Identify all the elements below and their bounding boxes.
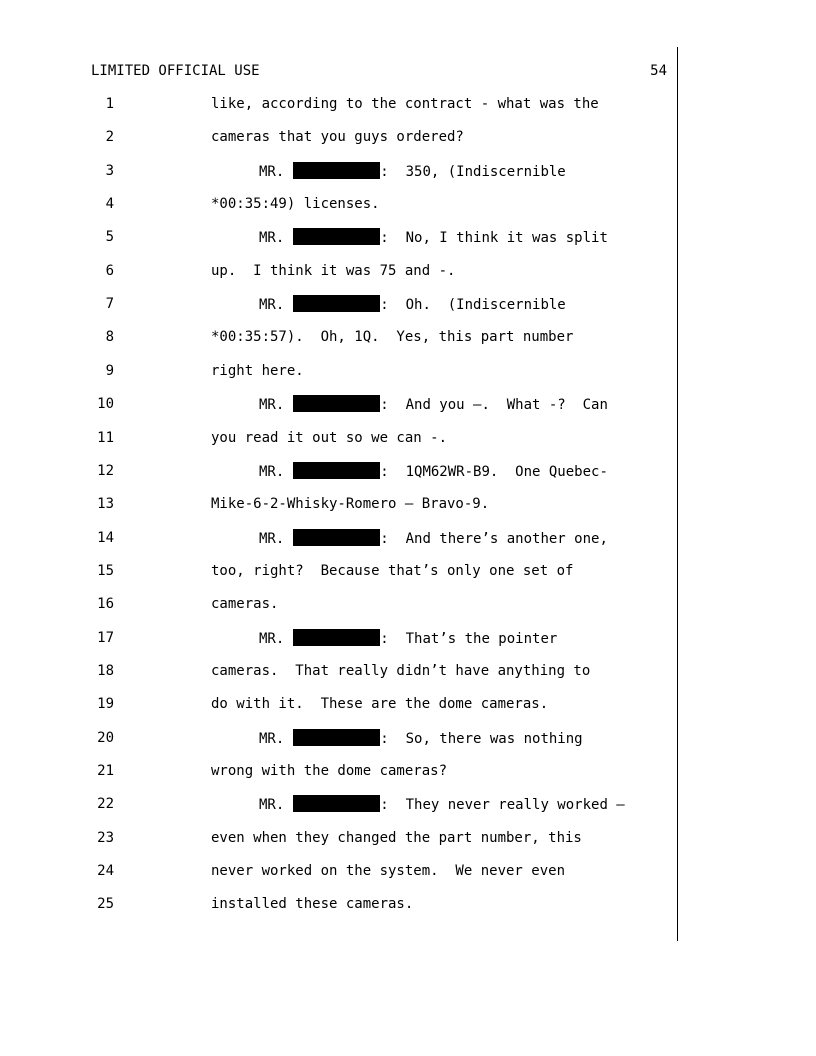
line-text xyxy=(259,228,608,247)
line-number: 4 xyxy=(105,196,114,212)
transcript-line xyxy=(0,495,816,515)
transcript-line xyxy=(0,562,816,582)
speech-text: : They never really worked – xyxy=(380,797,625,813)
line-number: 18 xyxy=(97,663,114,679)
line-text xyxy=(259,795,625,814)
transcript-line xyxy=(0,162,816,182)
redaction-box xyxy=(293,529,380,546)
line-text xyxy=(259,729,583,748)
line-text: installed these cameras. xyxy=(211,896,414,912)
speech-text: : Oh. (Indiscernible xyxy=(380,297,566,313)
transcript-line xyxy=(0,895,816,915)
line-number: 5 xyxy=(105,229,114,245)
transcript-line xyxy=(0,662,816,682)
speech-text: : And there’s another one, xyxy=(380,531,608,547)
line-number: 10 xyxy=(97,396,114,412)
speech-text: : And you –. What -? Can xyxy=(380,397,608,413)
redaction-box xyxy=(293,462,380,479)
line-text: Mike-6-2-Whisky-Romero – Bravo-9. xyxy=(211,496,490,512)
transcript-line xyxy=(0,328,816,348)
line-text: do with it. These are the dome cameras. xyxy=(211,696,549,712)
transcript-line xyxy=(0,762,816,782)
line-number: 20 xyxy=(97,730,114,746)
line-text xyxy=(259,529,608,548)
line-text: like, according to the contract - what was the xyxy=(211,96,599,112)
line-number: 24 xyxy=(97,863,114,879)
line-number: 9 xyxy=(105,363,114,379)
speaker-label: MR. xyxy=(259,797,285,813)
transcript-line xyxy=(0,429,816,449)
speech-text: : So, there was nothing xyxy=(380,731,583,747)
transcript-line xyxy=(0,695,816,715)
speaker-label: MR. xyxy=(259,464,285,480)
transcript-line xyxy=(0,228,816,248)
line-number: 25 xyxy=(97,896,114,912)
transcript-line xyxy=(0,829,816,849)
line-text: cameras. That really didn’t have anything to xyxy=(211,663,591,679)
redaction-box xyxy=(293,795,380,812)
redaction-box xyxy=(293,729,380,746)
line-number: 17 xyxy=(97,630,114,646)
redaction-box xyxy=(293,162,380,179)
speech-text: : That’s the pointer xyxy=(380,631,558,647)
line-number: 16 xyxy=(97,596,114,612)
transcript-line xyxy=(0,195,816,215)
line-number: 13 xyxy=(97,496,114,512)
line-text: you read it out so we can -. xyxy=(211,430,448,446)
speaker-label: MR. xyxy=(259,297,285,313)
transcript-line xyxy=(0,862,816,882)
classification-header: LIMITED OFFICIAL USE xyxy=(91,63,260,79)
speech-text: : 350, (Indiscernible xyxy=(380,164,566,180)
line-text: too, right? Because that’s only one set of xyxy=(211,563,574,579)
transcript-line xyxy=(0,262,816,282)
line-number: 6 xyxy=(105,263,114,279)
line-text: up. I think it was 75 and -. xyxy=(211,263,456,279)
transcript-line xyxy=(0,595,816,615)
transcript-line xyxy=(0,729,816,749)
line-text: cameras that you guys ordered? xyxy=(211,129,464,145)
transcript-line xyxy=(0,629,816,649)
line-number: 8 xyxy=(105,329,114,345)
transcript-line xyxy=(0,295,816,315)
redaction-box xyxy=(293,295,380,312)
transcript-line xyxy=(0,529,816,549)
speaker-label: MR. xyxy=(259,731,285,747)
transcript-line xyxy=(0,95,816,115)
line-number: 15 xyxy=(97,563,114,579)
line-number: 12 xyxy=(97,463,114,479)
transcript-line xyxy=(0,128,816,148)
speaker-label: MR. xyxy=(259,631,285,647)
line-number: 21 xyxy=(97,763,114,779)
line-number: 3 xyxy=(105,163,114,179)
transcript-line xyxy=(0,362,816,382)
line-text xyxy=(259,295,566,314)
transcript-line xyxy=(0,395,816,415)
line-number: 22 xyxy=(97,796,114,812)
line-text xyxy=(259,629,557,648)
page-number: 54 xyxy=(650,63,667,79)
speaker-label: MR. xyxy=(259,164,285,180)
speaker-label: MR. xyxy=(259,397,285,413)
line-text: *00:35:57). Oh, 1Q. Yes, this part number xyxy=(211,329,574,345)
redaction-box xyxy=(293,629,380,646)
line-number: 2 xyxy=(105,129,114,145)
speech-text: : No, I think it was split xyxy=(380,230,608,246)
line-text: even when they changed the part number, this xyxy=(211,830,582,846)
line-text: never worked on the system. We never even xyxy=(211,863,566,879)
line-text xyxy=(259,162,566,181)
line-number: 11 xyxy=(97,430,114,446)
line-text xyxy=(259,462,608,481)
speaker-label: MR. xyxy=(259,230,285,246)
line-text: cameras. xyxy=(211,596,279,612)
redaction-box xyxy=(293,228,380,245)
transcript-line xyxy=(0,795,816,815)
line-text: wrong with the dome cameras? xyxy=(211,763,448,779)
line-number: 7 xyxy=(105,296,114,312)
redaction-box xyxy=(293,395,380,412)
line-text: *00:35:49) licenses. xyxy=(211,196,380,212)
speaker-label: MR. xyxy=(259,531,285,547)
line-number: 19 xyxy=(97,696,114,712)
line-text: right here. xyxy=(211,363,304,379)
line-text xyxy=(259,395,608,414)
line-number: 1 xyxy=(105,96,114,112)
speech-text: : 1QM62WR-B9. One Quebec- xyxy=(380,464,608,480)
transcript-line xyxy=(0,462,816,482)
line-number: 23 xyxy=(97,830,114,846)
line-number: 14 xyxy=(97,530,114,546)
